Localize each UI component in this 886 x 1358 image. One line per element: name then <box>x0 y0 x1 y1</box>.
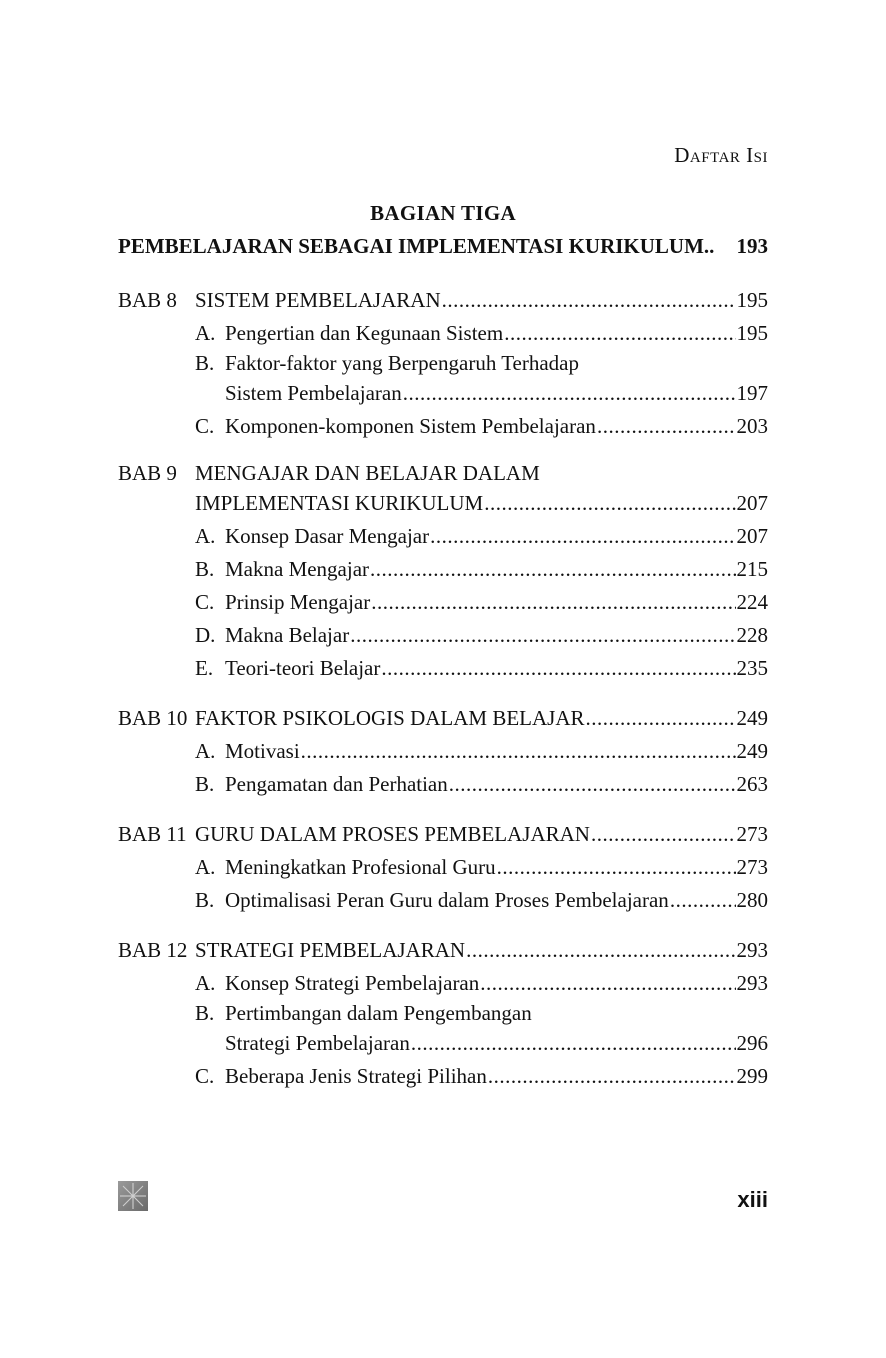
chapter-row <box>118 934 768 967</box>
dot-leader <box>442 284 736 317</box>
section-title: Konsep Strategi Pembelajaran <box>225 971 480 995</box>
section-title: Pengertian dan Kegunaan Sistem <box>225 321 504 345</box>
chapter-page-number: 273 <box>736 822 768 846</box>
dot-leader <box>370 553 735 586</box>
section-page-number: 228 <box>736 623 768 647</box>
part-page-number: 193 <box>736 234 768 258</box>
publisher-logo-icon <box>118 1181 148 1211</box>
section-title: Beberapa Jenis Strategi Pilihan <box>225 1064 487 1088</box>
section-letter: C. <box>195 1064 215 1088</box>
section-letter: A. <box>195 739 216 763</box>
dot-leader <box>430 520 735 553</box>
chapter-block <box>118 284 768 443</box>
section-row <box>118 1027 768 1060</box>
dot-leader <box>403 377 736 410</box>
section-letter: B. <box>195 1001 215 1025</box>
dot-leader <box>449 768 736 801</box>
chapter-title: GURU DALAM PROSES PEMBELAJARAN <box>195 822 590 846</box>
section-letter: B. <box>195 772 215 796</box>
chapter-page-number: 195 <box>736 288 768 312</box>
section-page-number: 203 <box>736 414 768 438</box>
chapter-label: BAB 10 <box>118 706 188 730</box>
chapter-block <box>118 702 768 801</box>
chapter-row <box>118 702 768 735</box>
section-letter: C. <box>195 590 215 614</box>
section-row <box>118 967 768 1000</box>
section-row <box>118 586 768 619</box>
dot-leader <box>591 818 736 851</box>
dot-leader <box>411 1027 736 1060</box>
section-title: Meningkatkan Profesional Guru <box>225 855 496 879</box>
section-letter: B. <box>195 351 215 375</box>
table-of-contents <box>118 284 768 1110</box>
section-page-number: 215 <box>736 557 768 581</box>
section-page-number: 299 <box>736 1064 768 1088</box>
dot-leader <box>484 487 735 520</box>
chapter-block <box>118 934 768 1093</box>
chapter-title: SISTEM PEMBELAJARAN <box>195 288 441 312</box>
section-page-number: 235 <box>736 656 768 680</box>
chapter-label: BAB 12 <box>118 938 188 962</box>
section-row <box>118 350 768 377</box>
section-page-number: 296 <box>736 1031 768 1055</box>
dot-leader <box>504 317 735 350</box>
section-page-number: 195 <box>736 321 768 345</box>
section-title: Komponen-komponen Sistem Pembelajaran <box>225 414 596 438</box>
section-title: Makna Mengajar <box>225 557 370 581</box>
chapter-row <box>118 818 768 851</box>
section-row <box>118 410 768 443</box>
section-row <box>118 1000 768 1027</box>
page-number: xiii <box>737 1187 768 1212</box>
section-letter: B. <box>195 557 215 581</box>
dot-leader <box>488 1060 736 1093</box>
section-letter: A. <box>195 971 216 995</box>
dot-leader <box>301 735 736 768</box>
section-letter: A. <box>195 524 216 548</box>
section-page-number: 293 <box>736 971 768 995</box>
section-letter: B. <box>195 888 215 912</box>
section-row <box>118 377 768 410</box>
section-row <box>118 851 768 884</box>
section-page-number: 249 <box>736 739 768 763</box>
dot-leader <box>371 586 735 619</box>
section-letter: A. <box>195 321 216 345</box>
section-page-number: 280 <box>736 888 768 912</box>
section-letter: C. <box>195 414 215 438</box>
section-page-number: 263 <box>736 772 768 796</box>
chapter-title: FAKTOR PSIKOLOGIS DALAM BELAJAR <box>195 706 585 730</box>
section-letter: D. <box>195 623 216 647</box>
chapter-row <box>118 487 768 520</box>
chapter-label: BAB 9 <box>118 461 177 485</box>
section-title: Faktor-faktor yang Berpengaruh Terhadap <box>225 351 580 375</box>
section-title: Pengamatan dan Perhatian <box>225 772 448 796</box>
part-subtitle: PEMBELAJARAN SEBAGAI IMPLEMENTASI KURIKULUM.. <box>118 234 715 258</box>
part-subtitle-line <box>118 234 768 259</box>
section-row <box>118 1060 768 1093</box>
chapter-block <box>118 818 768 917</box>
section-page-number: 273 <box>736 855 768 879</box>
chapter-row <box>118 284 768 317</box>
section-row <box>118 735 768 768</box>
section-title: Pertimbangan dalam Pengembangan <box>225 1001 532 1025</box>
dot-leader <box>497 851 736 884</box>
chapter-label: BAB 8 <box>118 288 177 312</box>
chapter-title-continued: IMPLEMENTASI KURIKULUM <box>195 491 484 515</box>
dot-leader <box>466 934 735 967</box>
section-title-continued: Sistem Pembelajaran <box>225 381 402 405</box>
dot-leader <box>586 702 736 735</box>
section-row <box>118 768 768 801</box>
chapter-label: BAB 11 <box>118 822 187 846</box>
section-row <box>118 884 768 917</box>
dot-leader <box>381 652 735 685</box>
section-title: Motivasi <box>225 739 300 763</box>
dot-leader <box>350 619 735 652</box>
dot-leader <box>480 967 735 1000</box>
chapter-row <box>118 460 768 487</box>
section-letter: E. <box>195 656 214 680</box>
chapter-title: STRATEGI PEMBELAJARAN <box>195 938 466 962</box>
section-title: Teori-teori Belajar <box>225 656 381 680</box>
dot-leader <box>597 410 736 443</box>
section-title: Optimalisasi Peran Guru dalam Proses Pembelajaran <box>225 888 669 912</box>
part-title: BAGIAN TIGA <box>370 201 516 225</box>
section-row <box>118 520 768 553</box>
section-page-number: 207 <box>736 524 768 548</box>
chapter-page-number: 293 <box>736 938 768 962</box>
section-title: Prinsip Mengajar <box>225 590 371 614</box>
chapter-page-number: 249 <box>736 706 768 730</box>
section-title: Konsep Dasar Mengajar <box>225 524 430 548</box>
chapter-title: MENGAJAR DAN BELAJAR DALAM <box>195 461 540 485</box>
section-page-number: 224 <box>736 590 768 614</box>
section-letter: A. <box>195 855 216 879</box>
section-title: Makna Belajar <box>225 623 350 647</box>
section-page-number: 197 <box>736 381 768 405</box>
chapter-page-number: 207 <box>736 491 768 515</box>
section-row <box>118 553 768 586</box>
running-head: Daftar Isi <box>674 143 768 167</box>
section-row <box>118 652 768 685</box>
section-row <box>118 619 768 652</box>
chapter-block <box>118 460 768 685</box>
section-row <box>118 317 768 350</box>
section-title-continued: Strategi Pembelajaran <box>225 1031 410 1055</box>
dot-leader <box>670 884 736 917</box>
